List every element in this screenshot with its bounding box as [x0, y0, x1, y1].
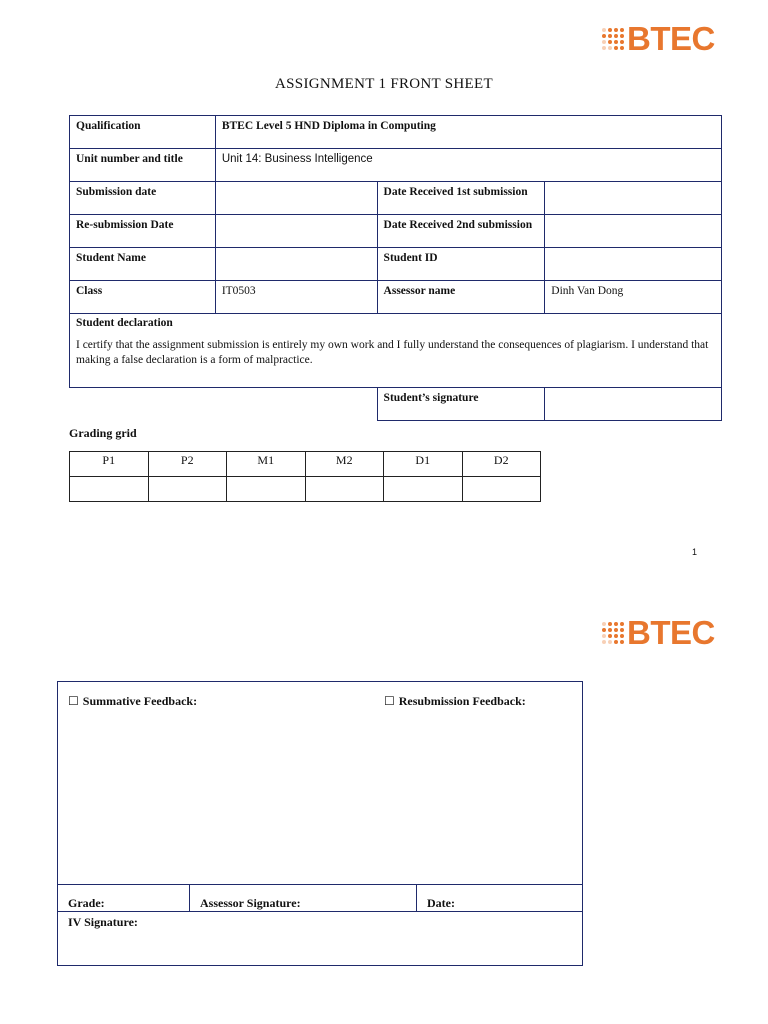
resubmission-feedback[interactable] [384, 694, 526, 709]
grid-value-row [70, 477, 541, 502]
grid-header-row [70, 452, 541, 477]
table-row [70, 149, 722, 182]
grid-header-p1: P1 [70, 452, 149, 477]
resubmission-date-label: Re-submission Date [70, 215, 216, 248]
unit-value[interactable]: Unit 14: Business Intelligence [215, 149, 721, 182]
grid-cell-m2[interactable] [305, 477, 384, 502]
table-row [70, 248, 722, 281]
page-title: ASSIGNMENT 1 FRONT SHEET [275, 76, 493, 92]
assessor-signature-label[interactable]: Assessor Signature: [200, 896, 301, 910]
qualification-label: Qualification [70, 116, 216, 149]
grading-grid-label: Grading grid [69, 426, 137, 440]
submission-date-field[interactable] [215, 182, 377, 215]
date-received-2-label: Date Received 2nd submission [377, 215, 545, 248]
divider [58, 884, 582, 885]
grade-label[interactable]: Grade: [68, 896, 105, 910]
btec-logo [602, 616, 715, 649]
submission-date-label: Submission date [70, 182, 216, 215]
resubmission-feedback-label: Resubmission Feedback: [398, 694, 526, 708]
table-row [70, 182, 722, 215]
logo-dots-icon [602, 28, 624, 50]
grid-cell-p1[interactable] [70, 477, 149, 502]
summative-feedback-label: Summative Feedback: [82, 694, 198, 708]
checkbox-icon[interactable]: ☐ [384, 694, 395, 708]
grid-header-d1: D1 [384, 452, 463, 477]
date-received-1-field[interactable] [545, 182, 722, 215]
date-received-1-label: Date Received 1st submission [377, 182, 545, 215]
logo-text: BTEC [627, 20, 715, 57]
divider [189, 884, 190, 911]
student-name-field[interactable] [215, 248, 377, 281]
table-row [70, 116, 722, 149]
student-name-label: Student Name [70, 248, 216, 281]
grid-header-p2: P2 [148, 452, 227, 477]
grid-cell-m1[interactable] [227, 477, 306, 502]
table-row [70, 314, 722, 388]
class-field[interactable]: IT0503 [215, 281, 377, 314]
table-row [70, 281, 722, 314]
student-id-field[interactable] [545, 248, 722, 281]
summative-feedback[interactable] [68, 694, 197, 709]
declaration-heading: Student declaration [76, 317, 173, 329]
grid-header-m1: M1 [227, 452, 306, 477]
resubmission-date-field[interactable] [215, 215, 377, 248]
grid-header-d2: D2 [462, 452, 541, 477]
grid-cell-d1[interactable] [384, 477, 463, 502]
declaration-text: I certify that the assignment submission is entirely my own work and I fully understand the consequences of plagiarism. I understand that making a false declaration is a form of malpractice. [76, 339, 709, 366]
checkbox-icon[interactable]: ☐ [68, 694, 79, 708]
grid-header-m2: M2 [305, 452, 384, 477]
date-received-2-field[interactable] [545, 215, 722, 248]
student-declaration [70, 314, 722, 388]
unit-label: Unit number and title [70, 149, 216, 182]
feedback-box [57, 681, 583, 966]
iv-signature-label[interactable]: IV Signature: [68, 915, 138, 929]
assessor-field[interactable]: Dinh Van Dong [545, 281, 722, 314]
student-id-label: Student ID [377, 248, 545, 281]
signature-field[interactable] [545, 388, 722, 421]
signature-label: Student’s signature [377, 388, 545, 421]
table-row [70, 388, 722, 421]
grading-grid [69, 451, 541, 502]
divider [58, 911, 582, 912]
grid-cell-p2[interactable] [148, 477, 227, 502]
class-label: Class [70, 281, 216, 314]
grid-cell-d2[interactable] [462, 477, 541, 502]
logo-dots-icon [602, 622, 624, 644]
assessor-label: Assessor name [377, 281, 545, 314]
date-label[interactable]: Date: [427, 896, 455, 910]
qualification-value[interactable]: BTEC Level 5 HND Diploma in Computing [215, 116, 721, 149]
divider [416, 884, 417, 911]
front-sheet-table [69, 115, 722, 421]
table-row [70, 215, 722, 248]
logo-text: BTEC [627, 614, 715, 651]
btec-logo [602, 22, 715, 55]
page-number: 1 [692, 547, 698, 557]
